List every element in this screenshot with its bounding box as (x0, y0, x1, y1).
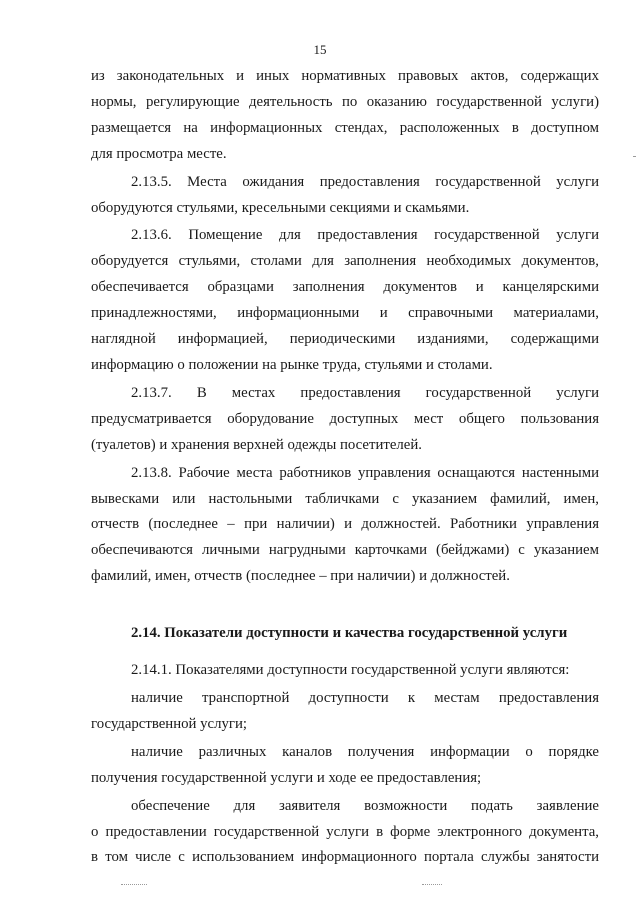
text-line: обеспечиваются личными нагрудными карточками (бейджами) с указанием (91, 542, 599, 559)
text-line: обеспечение для заявителя возможности подать заявление (131, 797, 599, 814)
text-line: вывесками или настольными табличками с указанием фамилий, имен, (91, 490, 599, 507)
text-line: 2.13.5. Места ожидания предоставления государственной услуги (131, 173, 599, 190)
text-line: для просмотра месте. (91, 145, 227, 162)
list-item-transport (91, 686, 599, 738)
text-line: наличие различных каналов получения информации о порядке (131, 743, 599, 760)
body-text (91, 64, 599, 871)
text-line: (туалетов) и хранения верхней одежды посетителей. (91, 436, 422, 453)
text-line: 2.13.7. В местах предоставления государственной услуги (131, 384, 599, 401)
text-line: предусматривается оборудование доступных мест общего пользования (91, 410, 599, 427)
footer-scan-mark (121, 884, 147, 886)
scan-edge-mark (633, 156, 636, 157)
paragraph-2-13-6 (91, 223, 599, 378)
text-line: 2.13.8. Рабочие места работников управления оснащаются настенными (131, 464, 599, 481)
text-line: размещается на информационных стендах, расположенных в доступном (91, 119, 599, 136)
paragraph-continuation (91, 64, 599, 168)
paragraph-2-14-1 (91, 658, 599, 684)
text-line: наличие транспортной доступности к местам предоставления (131, 690, 599, 707)
text-line: отчеств (последнее – при наличии) и должностей. Работники управления (91, 516, 599, 533)
paragraph-2-13-8 (91, 461, 599, 591)
text-line: фамилий, имен, отчеств (последнее – при наличии) и должностей. (91, 568, 510, 585)
list-item-channels (91, 740, 599, 792)
text-line: в том числе с использованием информационного портала службы занятости (91, 849, 599, 866)
paragraph-2-13-5 (91, 170, 599, 222)
text-line: оборудуются стульями, кресельными секциями и скамьями. (91, 199, 470, 216)
text-line: о предоставлении государственной услуги в форме электронного документа, (91, 823, 599, 840)
text-line: 2.13.6. Помещение для предоставления государственной услуги (131, 227, 599, 244)
list-item-electronic (91, 794, 599, 872)
footer-scan-mark (422, 884, 442, 886)
section-heading-2-14: 2.14. Показатели доступности и качества государственной услуги (131, 625, 568, 642)
text-line: наглядной информацией, периодическими изданиями, содержащими (91, 331, 599, 348)
text-line: принадлежностями, информационными и справочными материалами, (91, 305, 599, 322)
text-line: 2.14.1. Показателями доступности государственной услуги являются: (131, 662, 570, 679)
text-line: из законодательных и иных нормативных правовых актов, содержащих (91, 68, 599, 84)
text-line: нормы, регулирующие деятельность по оказанию государственной услуги) (91, 93, 599, 110)
text-line: оборудуется стульями, столами для заполнения необходимых документов, (91, 253, 599, 270)
text-line: обеспечивается образцами заполнения документов и канцелярскими (91, 279, 599, 296)
text-line: информацию о положении на рынке труда, стульями и столами. (91, 356, 493, 373)
text-line: получения государственной услуги и ходе ее предоставления; (91, 769, 482, 786)
page-number: 15 (313, 42, 327, 57)
text-line: государственной услуги; (91, 715, 248, 732)
paragraph-2-13-7 (91, 381, 599, 459)
